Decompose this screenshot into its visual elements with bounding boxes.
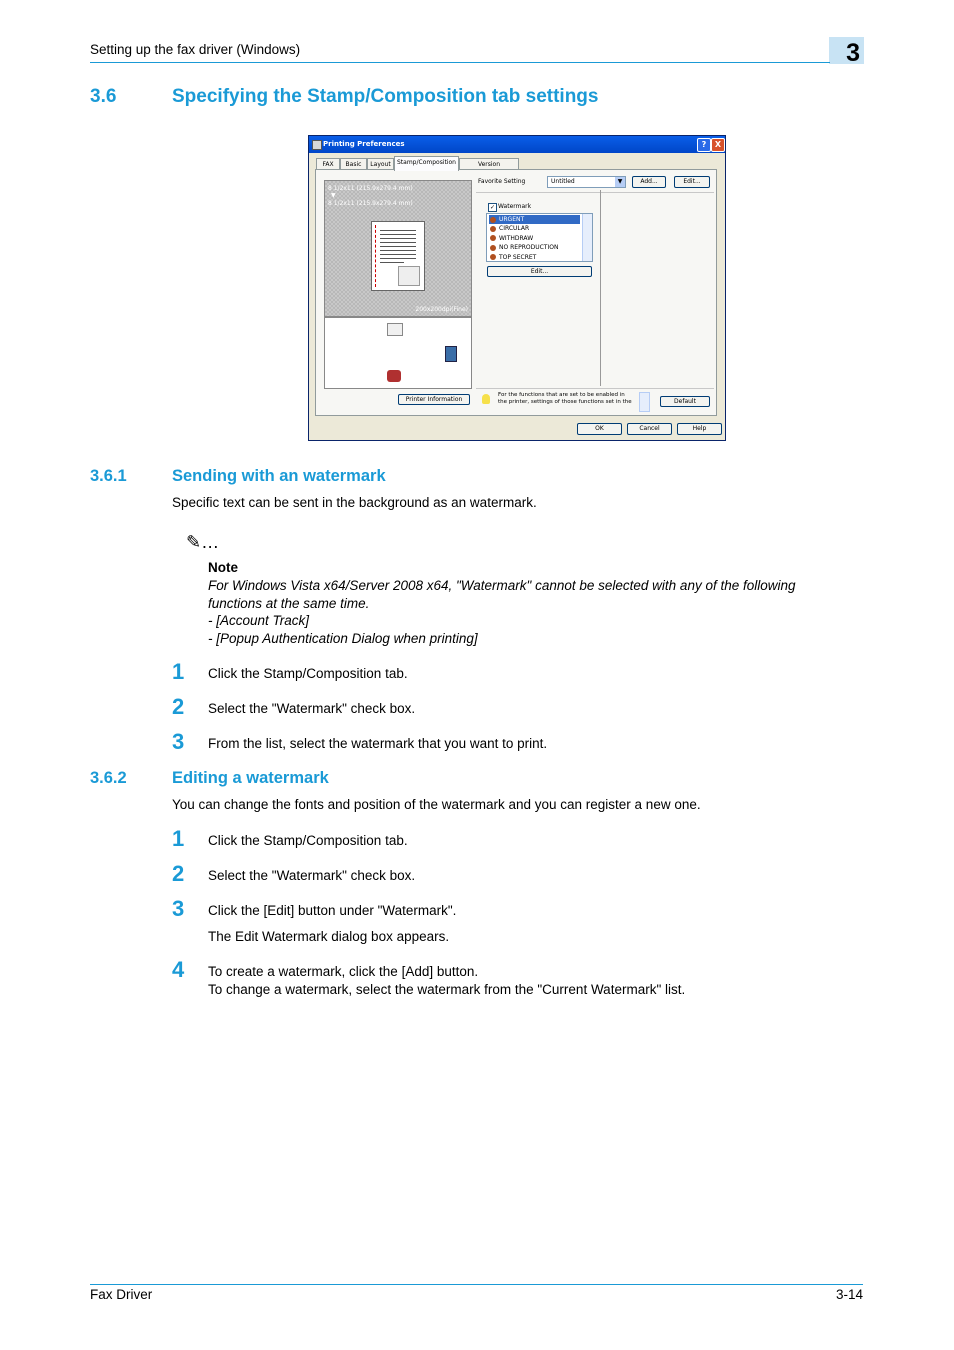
section-title: Specifying the Stamp/Composition tab settings — [172, 86, 599, 107]
chevron-down-icon[interactable]: ▼ — [615, 177, 625, 187]
list-item[interactable]: URGENT — [489, 215, 580, 224]
subsection-intro: Specific text can be sent in the background as an watermark. — [172, 495, 537, 510]
subsection-number: 3.6.1 — [90, 467, 127, 485]
preview-output-size: 8 1/2x11 (215.9x279.4 mm) — [328, 200, 413, 207]
step-text: Click the [Edit] button under "Watermark". — [208, 903, 457, 918]
lightbulb-icon — [482, 394, 490, 404]
favorite-setting-label: Favorite Setting — [478, 178, 526, 185]
watermark-list[interactable] — [486, 213, 593, 262]
tab-stamp-composition[interactable]: Stamp/Composition — [394, 156, 459, 171]
step-number: 2 — [172, 694, 185, 719]
step-text: From the list, select the watermark that you want to print. — [208, 736, 548, 751]
subsection-title: Sending with an watermark — [172, 467, 386, 485]
step-text: Click the Stamp/Composition tab. — [208, 833, 408, 848]
step-text: To create a watermark, click the [Add] button. — [208, 964, 479, 979]
help-title-button[interactable]: ? — [697, 138, 711, 152]
preview-arrow: ▼ — [331, 192, 336, 199]
preview-paper-size: 8 1/2x11 (215.9x279.4 mm) — [328, 185, 413, 192]
header-rule — [90, 62, 830, 63]
dialog-titlebar — [309, 136, 725, 153]
printer-icon — [312, 140, 322, 150]
info-text: For the functions that are set to be enabled in the printer, settings of those functions set in the — [498, 392, 632, 405]
step-number: 1 — [172, 826, 185, 851]
page-number: 3-14 — [835, 1287, 863, 1302]
subsection-intro: You can change the fonts and position of the watermark and you can register a new one. — [172, 797, 701, 812]
tab-panel — [315, 169, 717, 416]
note-label: Note — [208, 560, 238, 575]
page-preview — [324, 180, 472, 317]
subsection-title: Editing a watermark — [172, 769, 329, 787]
favorite-setting-value: Untitled — [551, 178, 575, 185]
info-scrollbar[interactable] — [639, 392, 650, 412]
list-item[interactable]: NO REPRODUCTION — [489, 243, 580, 252]
list-scrollbar[interactable] — [582, 214, 592, 261]
footer-rule — [90, 1284, 863, 1285]
watermark-checkbox[interactable]: ✓ — [489, 204, 496, 211]
preview-page — [371, 221, 425, 291]
close-title-button[interactable]: X — [711, 138, 725, 152]
step-subtext: The Edit Watermark dialog box appears. — [208, 929, 450, 944]
step-text: Select the "Watermark" check box. — [208, 868, 416, 883]
footer-title: Fax Driver — [90, 1287, 153, 1302]
phone-icon — [445, 346, 457, 362]
cancel-button[interactable]: Cancel — [627, 423, 672, 435]
stamp-icon — [387, 370, 401, 382]
list-item[interactable]: CIRCULAR — [489, 224, 580, 233]
tab-fax[interactable]: FAX — [316, 158, 340, 170]
step-text: Select the "Watermark" check box. — [208, 701, 416, 716]
device-preview — [324, 317, 472, 389]
step-number: 1 — [172, 659, 185, 684]
separator — [476, 388, 714, 389]
watermark-label: Watermark — [498, 203, 532, 210]
step-number: 4 — [172, 957, 185, 982]
note-body: For Windows Vista x64/Server 2008 x64, "Watermark" cannot be selected with any of the following functions at the same time. - [Account Track] - [Popup Authentication Dialog when printing] — [208, 578, 796, 646]
ok-button[interactable]: OK — [577, 423, 622, 435]
step-number: 3 — [172, 896, 185, 921]
separator — [476, 192, 714, 193]
dialog-title: Printing Preferences — [323, 140, 405, 148]
subsection-number: 3.6.2 — [90, 769, 127, 787]
separator — [600, 190, 601, 386]
step-text: Click the Stamp/Composition tab. — [208, 666, 408, 681]
step-number: 2 — [172, 861, 185, 886]
list-item[interactable]: WITHDRAW — [489, 234, 580, 243]
tab-version-information[interactable]: Version — [459, 158, 519, 170]
edit-favorite-button[interactable]: Edit... — [674, 176, 710, 188]
tab-layout[interactable]: Layout — [367, 158, 394, 170]
watermark-edit-button[interactable]: Edit... — [487, 266, 592, 277]
note-pencil-icon: ✎… — [186, 532, 220, 552]
default-button[interactable]: Default — [660, 396, 710, 407]
step-subtext: To change a watermark, select the watermark from the "Current Watermark" list. — [208, 982, 686, 997]
printing-preferences-dialog — [308, 135, 726, 441]
section-number: 3.6 — [90, 86, 117, 107]
chapter-number: 3 — [846, 39, 860, 67]
list-item[interactable]: TOP SECRET — [489, 253, 580, 262]
help-button[interactable]: Help — [677, 423, 722, 435]
add-favorite-button[interactable]: Add... — [632, 176, 666, 188]
step-number: 3 — [172, 729, 185, 754]
printer-information-button[interactable]: Printer Information — [398, 394, 470, 405]
tab-basic[interactable]: Basic — [340, 158, 367, 170]
running-header: Setting up the fax driver (Windows) — [90, 42, 301, 57]
favorite-setting-select[interactable] — [547, 176, 626, 188]
preview-resolution: 200x200dpi(Fine) — [415, 306, 468, 313]
fax-unit-icon — [387, 323, 403, 336]
